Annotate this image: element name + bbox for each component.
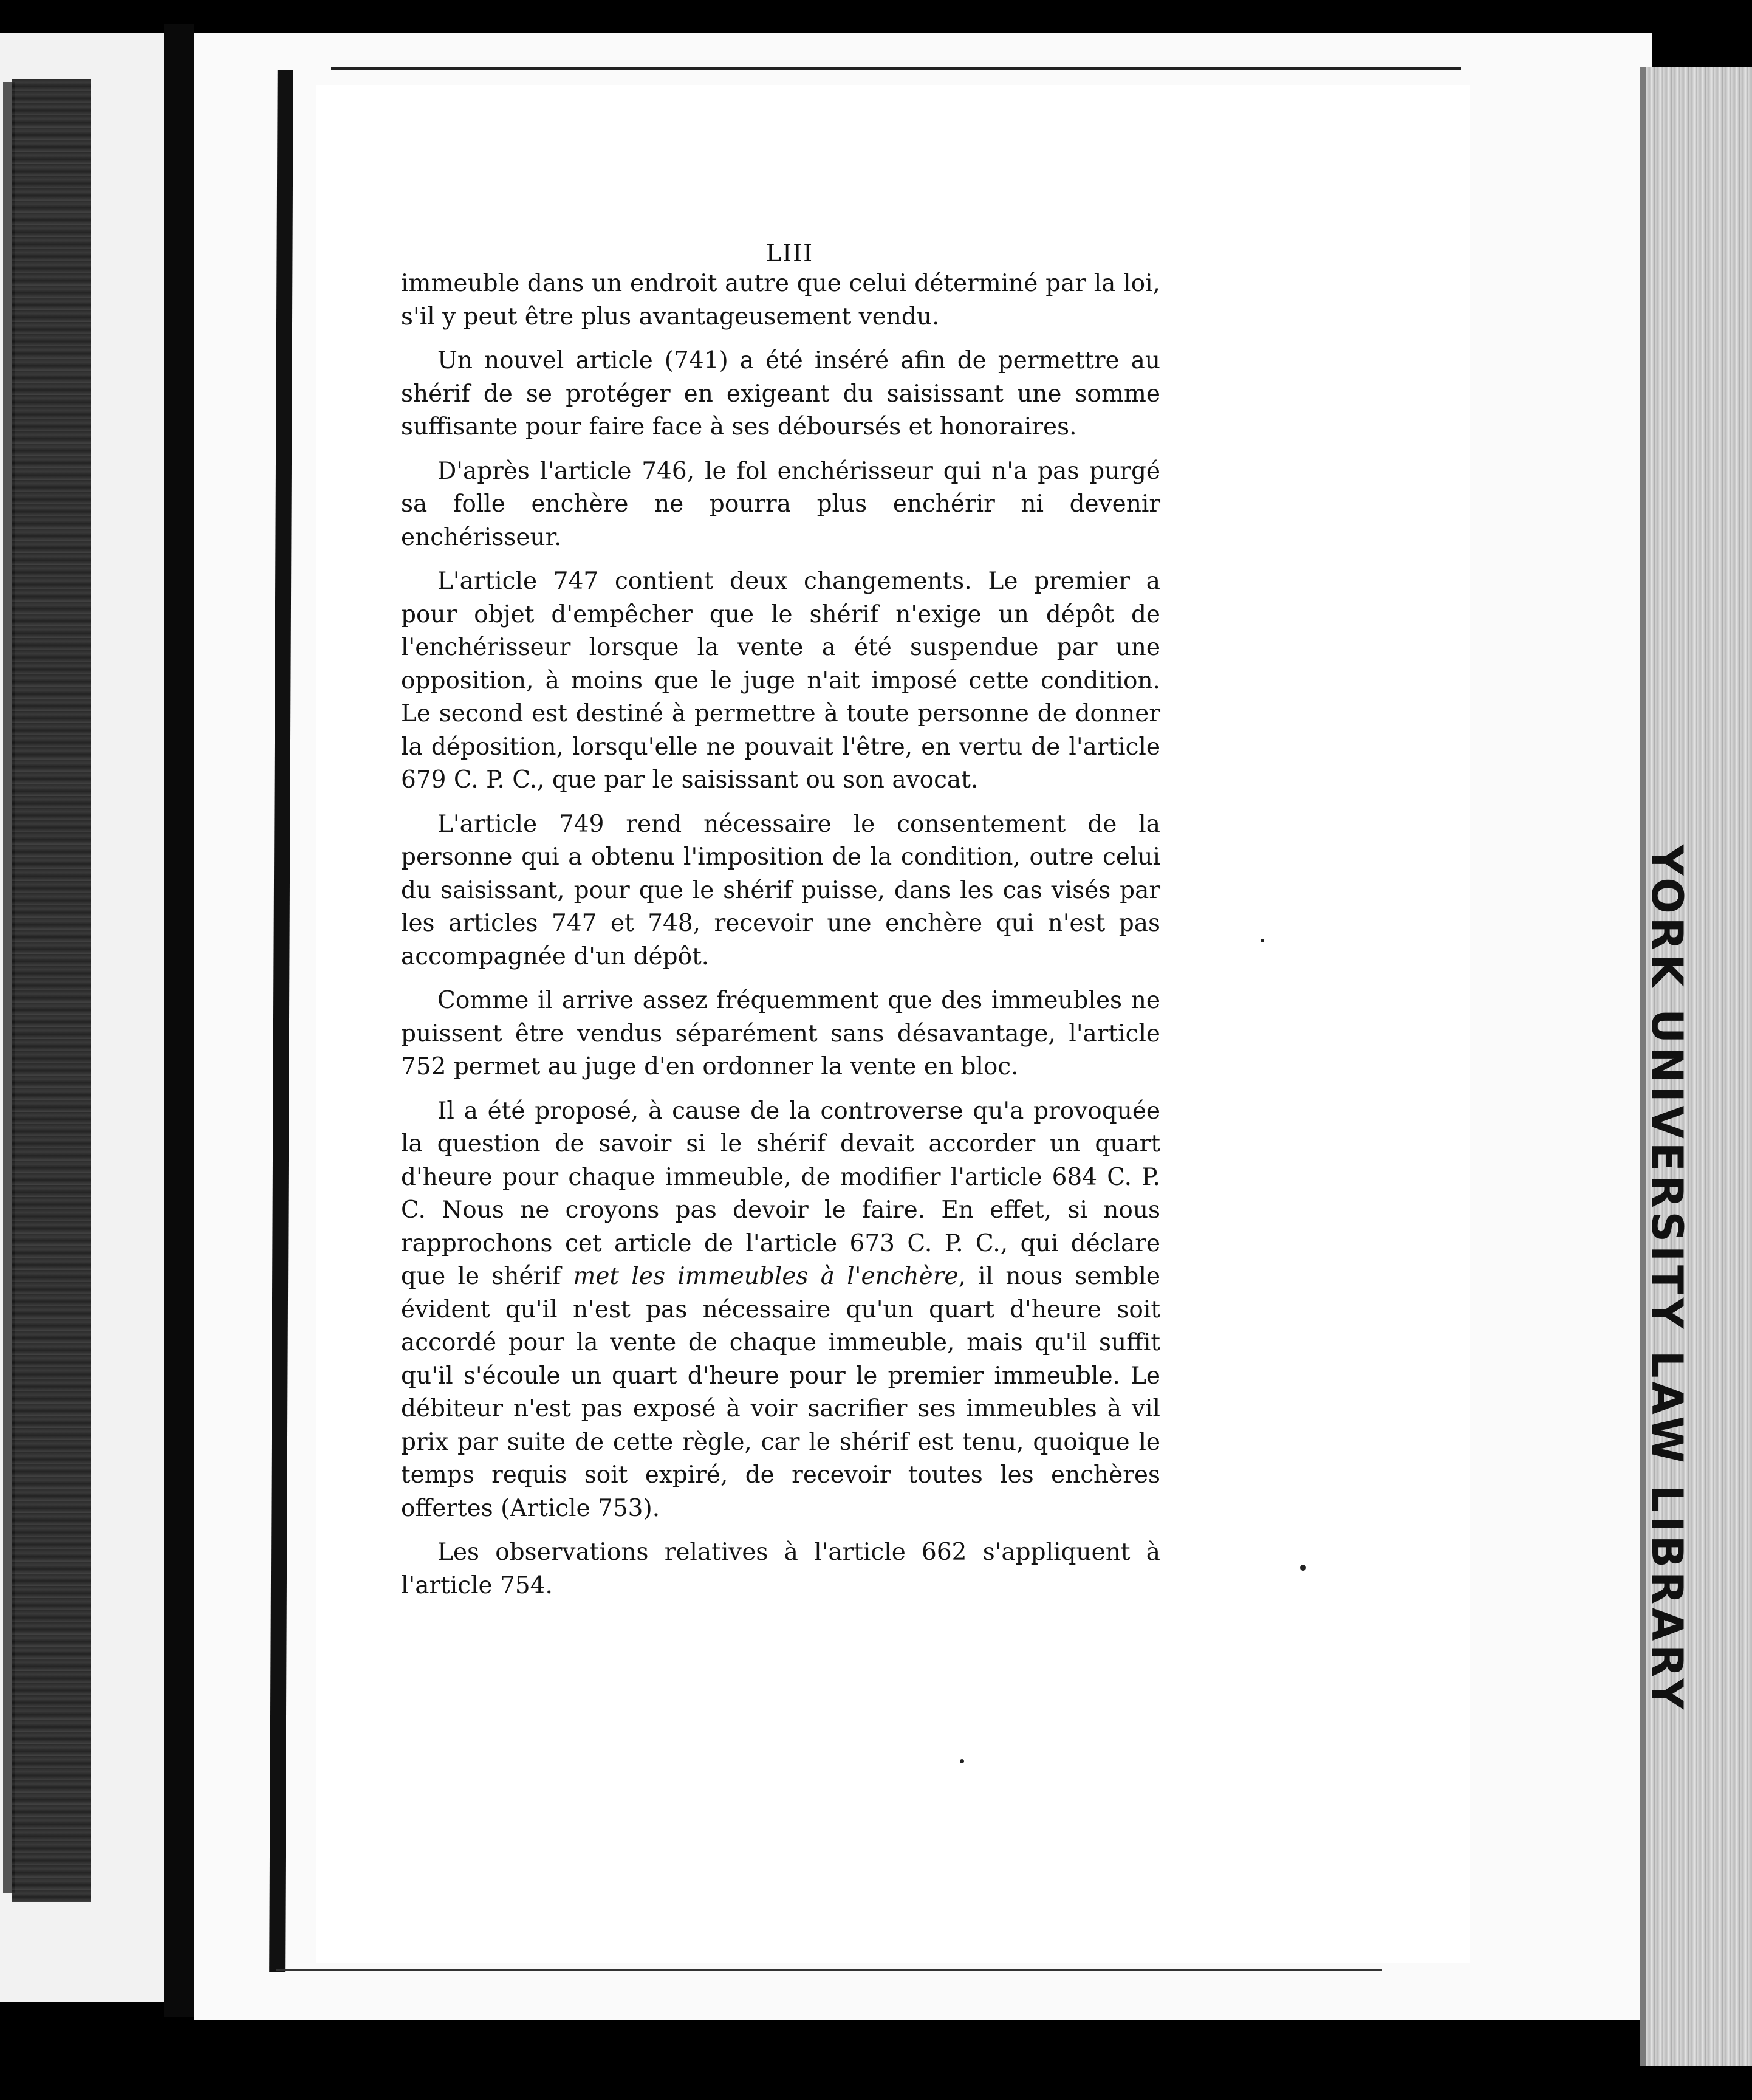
paragraph-3: D'après l'article 746, le fol enchérisseur qui n'a pas purgé sa folle enchère ne pourra plus enchérir ni devenir enchérisseur. <box>401 457 1160 551</box>
left-facing-page <box>0 33 164 2002</box>
paragraph-7-text-before: Il a été proposé, à cause de la controverse qu'a provoquée la question de savoir si le shérif devait accorder un quart d'heure pour chaque immeuble, de modifier l'article 684 C. P. C. Nous ne croyons pas devoir le faire. En effet, si nous rapprochons cet article de l'article 673 C. P. C., qui déclare que le shérif <box>401 1097 1160 1290</box>
paragraph-6: Comme il arrive assez fréquemment que des immeubles ne puissent être vendus séparément sans désavantage, l'article 752 permet au juge d'en ordonner la vente en bloc. <box>401 987 1160 1080</box>
left-page-bleed-through <box>12 79 91 1902</box>
paragraph-8: Les observations relatives à l'article 662 s'appliquent à l'article 754. <box>401 1539 1160 1599</box>
paragraph-7-text-after: , il nous semble évident qu'il n'est pas nécessaire qu'un quart d'heure soit accordé pour la vente de chaque immeuble, mais qu'il suffit qu'il s'écoule un quart d'heure pour le premier immeuble. Le débiteur n'est pas exposé à voir sacrifier ses immeubles à vil prix par suite de cette règle, car le shérif est tenu, quoique le temps requis soit expiré, de recevoir toutes les enchères offertes (Article 753). <box>401 1263 1160 1522</box>
page-bottom-edge-line <box>276 1969 1382 1971</box>
book-gutter <box>164 24 194 2017</box>
scan-speck <box>960 1759 964 1763</box>
library-stamp: YORK UNIVERSITY LAW LIBRARY <box>1642 845 1692 1713</box>
paragraph-5: L'article 749 rend nécessaire le consentement de la personne qui a obtenu l'imposition de la condition, outre celui du saisissant, pour que le shérif puisse, dans les cas visés par les articles 747 et 748, recevoir une enchère qui n'est pas accompagnée d'un dépôt. <box>401 810 1160 970</box>
scan-speck <box>1261 939 1264 942</box>
paragraph-2: Un nouvel article (741) a été inséré afin de permettre au shérif de se protéger en exigeant du saisissant une somme suffisante pour faire face à ses déboursés et honoraires. <box>401 347 1160 441</box>
paragraph-7 <box>401 1095 1160 1526</box>
page-number: LIII <box>765 240 814 267</box>
paragraph-7-italic-quote: met les immeubles à l'enchère <box>573 1263 959 1290</box>
body-text <box>401 237 1160 1613</box>
page-top-edge-line <box>331 67 1461 70</box>
scan-speck <box>1300 1565 1306 1571</box>
paragraph-4: L'article 747 contient deux changements. Le premier a pour objet d'empêcher que le shérif n'exige un dépôt de l'enchérisseur lorsque la vente a été suspendue par une opposition, à moins que le juge n'ait imposé cette condition. Le second est destiné à permettre à toute personne de donner la déposition, lorsqu'elle ne pouvait l'être, en vertu de l'article 679 C. P. C., que par le saisissant ou son avocat. <box>401 568 1160 794</box>
paragraph-1: immeuble dans un endroit autre que celui déterminé par la loi, s'il y peut être plus avantageusement vendu. <box>401 270 1160 331</box>
